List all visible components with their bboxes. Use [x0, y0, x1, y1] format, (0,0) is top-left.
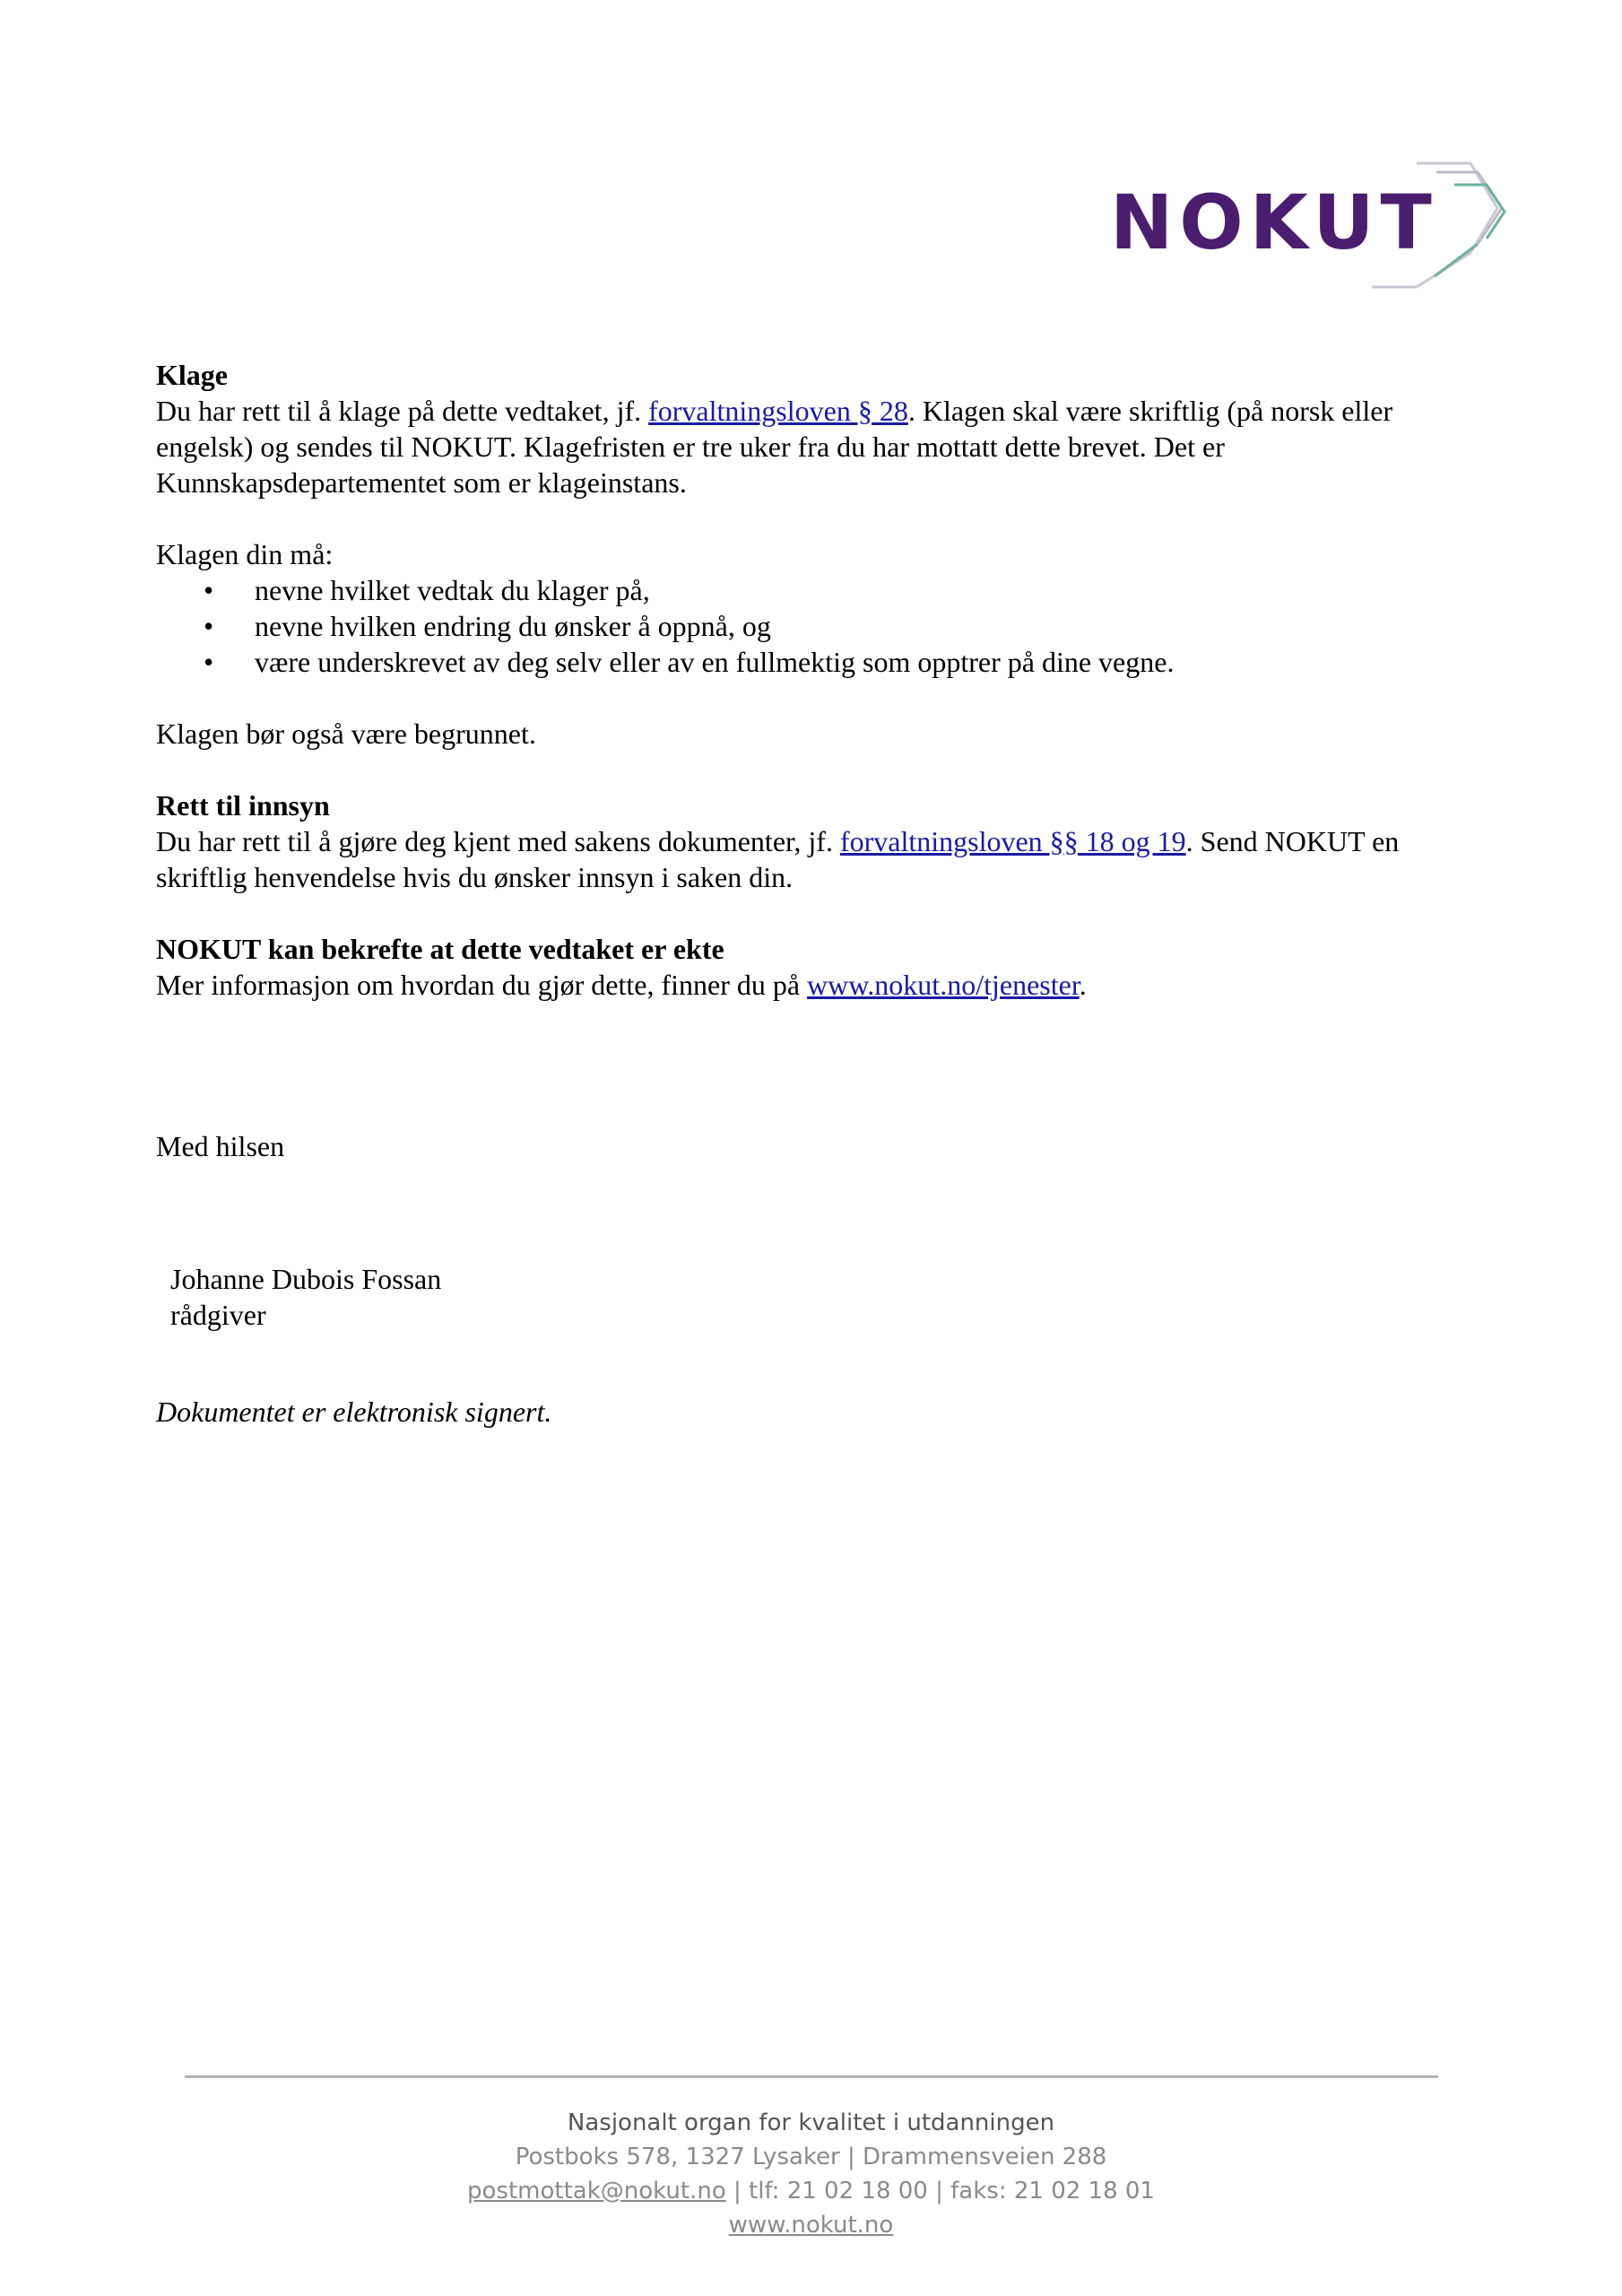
klage-heading: Klage: [156, 359, 228, 391]
ekte-text-2: .: [1079, 969, 1087, 1001]
letter-body: [156, 357, 1474, 1003]
forvaltningsloven-18-19-link[interactable]: forvaltningsloven §§ 18 og 19: [839, 825, 1186, 857]
signer-name: Johanne Dubois Fossan: [170, 1263, 442, 1295]
ekte-paragraph: [156, 967, 1474, 1003]
ekte-text-1: Mer informasjon om hvordan du gjør dette, finner du på: [156, 969, 808, 1001]
electronic-signature-note: Dokumentet er elektronisk signert.: [156, 1396, 552, 1428]
tjenester-link[interactable]: www.nokut.no/tjenester: [807, 969, 1080, 1001]
forvaltningsloven-28-link[interactable]: forvaltningsloven § 28: [648, 395, 908, 427]
klage-text-1: Du har rett til å klage på dette vedtaket, jf.: [156, 395, 649, 427]
list-item: • være underskrevet av deg selv eller av en fullmektig som opptrer på dine vegne.: [156, 644, 1474, 680]
klage-paragraph: [156, 393, 1474, 500]
footer-contact: [0, 2174, 1622, 2208]
innsyn-text-1: Du har rett til å gjøre deg kjent med sakens dokumenter, jf.: [156, 825, 840, 857]
innsyn-text-2: . Send NOKUT en skriftlig henvendelse hvis du ønsker innsyn i saken din.: [156, 825, 1400, 893]
list-item: • nevne hvilken endring du ønsker å oppnå, og: [156, 608, 1474, 644]
footer-email-link[interactable]: postmottak@nokut.no: [467, 2178, 726, 2205]
klage-text-2: . Klagen skal være skriftlig (på norsk eller engelsk) og sendes til NOKUT. Klagefristen er tre uker fra du har mottatt dette brevet. Det er Kunnskapsdepartementet som er klageinstans.: [156, 395, 1393, 499]
klage-closing: Klagen bør også være begrunnet.: [156, 718, 536, 750]
footer-phone: | tlf: 21 02 18 00 | faks: 21 02 18 01: [725, 2178, 1155, 2205]
logo-text: NOKUT: [1110, 178, 1438, 266]
footer-web-link[interactable]: www.nokut.no: [728, 2212, 894, 2239]
ekte-heading: NOKUT kan bekrefte at dette vedtaket er ekte: [156, 933, 724, 965]
footer: [0, 2106, 1622, 2242]
signer-title: rådgiver: [170, 1299, 266, 1331]
nokut-logo: [1103, 152, 1511, 305]
footer-divider: [185, 2075, 1438, 2078]
klage-requirements-list: [156, 572, 1474, 680]
footer-address: Postboks 578, 1327 Lysaker | Drammensveien 288: [515, 2144, 1107, 2170]
innsyn-heading: Rett til innsyn: [156, 789, 330, 822]
list-item: • nevne hvilket vedtak du klager på,: [156, 572, 1474, 608]
greeting: Med hilsen: [156, 1130, 285, 1162]
footer-org: Nasjonalt organ for kvalitet i utdanningen: [567, 2109, 1055, 2136]
klage-list-intro: Klagen din må:: [156, 538, 334, 570]
signer-block: [170, 1261, 441, 1333]
innsyn-paragraph: [156, 823, 1474, 895]
